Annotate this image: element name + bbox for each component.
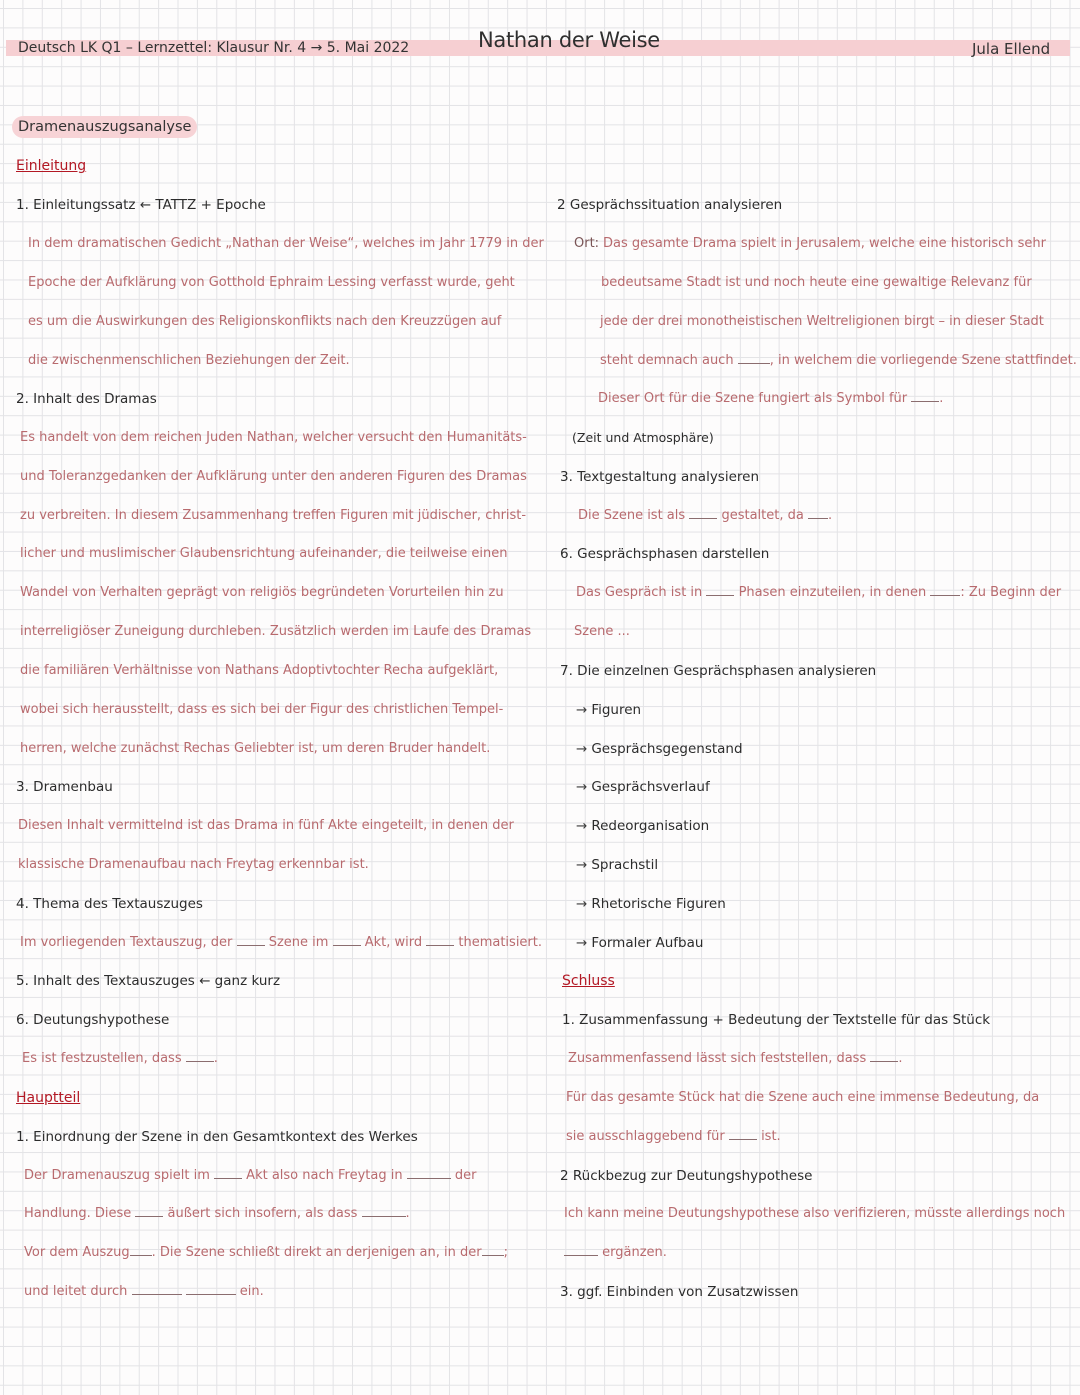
heading-gespraechsphasen: 6. Gesprächsphasen darstellen [560,546,770,562]
text-fragment: . [827,508,833,523]
heading-dramenbau: 3. Dramenbau [16,779,113,795]
text-fragment: Im vorliegenden Textauszug, der [20,935,233,950]
text-line: die familiären Verhältnisse von Nathans Adoptivtochter Recha aufgeklärt, [20,663,499,678]
text-fragment: ein. [239,1284,264,1299]
heading-zusatzwissen: 3. ggf. Einbinden von Zusatzwissen [560,1284,799,1300]
text-line: Diesen Inhalt vermittelnd ist das Drama in fünf Akte eingeteilt, in denen der [18,818,514,833]
text-line: die zwischenmenschlichen Beziehungen der Zeit. [28,353,350,368]
text-line: wobei sich herausstellt, dass es sich bei der Figur des christlichen Tempel- [20,702,504,717]
label-ort: Ort: [574,236,600,251]
list-item [576,741,743,757]
text-line-einordnung-2 [24,1206,410,1221]
heading-hauptteil: Hauptteil [16,1090,81,1106]
text-line-textgestaltung [578,508,832,523]
blank-line [911,391,939,402]
list-item-label: Gesprächsverlauf [591,779,710,795]
arrow-right-icon: → [576,741,588,757]
text-fragment: gestaltet, da [721,508,804,523]
blank-line [135,1206,163,1217]
heading-thema-textauszug: 4. Thema des Textauszuges [16,896,203,912]
text-line: licher und muslimischer Glaubensrichtung aufeinander, die teilweise einen [20,546,508,561]
list-item-label: Gesprächsgegenstand [591,741,743,757]
text-fragment: Akt, wird [364,935,423,950]
blank-line [808,508,828,519]
blank-line [333,935,361,946]
text-line-zusammenfassung [568,1051,903,1066]
text-line: Ich kann meine Deutungshypothese also verifizieren, müsste allerdings noch [564,1206,1066,1221]
blank-line [407,1168,451,1179]
text-fragment: Handlung. Diese [24,1206,132,1221]
text-line-deutung [22,1051,218,1066]
blank-line [186,1284,236,1295]
text-line: bedeutsame Stadt ist und noch heute eine gewaltige Relevanz für [601,275,1032,290]
list-item-label: Figuren [591,702,642,718]
text-fragment: Es ist festzustellen, dass [22,1051,182,1066]
note-zeit-atmosphaere: (Zeit und Atmosphäre) [572,430,714,445]
arrow-right-icon: → [576,857,588,873]
heading-einleitungssatz: 1. Einleitungssatz ← TATTZ + Epoche [16,197,266,213]
heading-textgestaltung: 3. Textgestaltung analysieren [560,469,760,485]
text-line: Das gesamte Drama spielt in Jerusalem, welche eine historisch sehr [603,236,1047,251]
heading-rueckbezug: 2 Rückbezug zur Deutungshypothese [560,1168,813,1184]
blank-line [729,1129,757,1140]
list-item [576,779,710,795]
text-line-thema [20,935,542,950]
blank-line [564,1245,598,1256]
text-line: zu verbreiten. In diesem Zusammenhang treffen Figuren mit jüdischer, christ- [20,508,527,523]
list-item [576,818,709,834]
text-line-ort-4 [600,353,1077,368]
text-line-ergaenzen [564,1245,667,1260]
text-fragment: sie ausschlaggebend für [566,1129,725,1144]
text-fragment: . [939,391,944,406]
text-fragment: ; [503,1245,508,1260]
text-line: interreligiöser Zuneigung durchleben. Zusätzlich werden im Laufe des Dramas [20,624,532,639]
arrow-right-icon: → [576,779,588,795]
heading-einzelne-phasen: 7. Die einzelnen Gesprächsphasen analysieren [560,663,877,679]
text-fragment: Dieser Ort für die Szene fungiert als Symbol für [598,391,908,406]
text-line: Epoche der Aufklärung von Gotthold Ephraim Lessing verfasst wurde, geht [28,275,515,290]
text-line: es um die Auswirkungen des Religionskonflikts nach den Kreuzzügen auf [28,314,502,329]
text-fragment: Zusammenfassend lässt sich feststellen, dass [568,1051,867,1066]
blank-line [426,935,454,946]
header-course-info: Deutsch LK Q1 – Lernzettel: Klausur Nr. 4 → 5. Mai 2022 [18,40,410,56]
text-line: Wandel von Verhalten geprägt von religiös begründeten Vorurteilen hin zu [20,585,504,600]
text-line-phasen-1 [576,585,1061,600]
list-item-label: Sprachstil [591,857,659,873]
text-line: herren, welche zunächst Rechas Geliebter ist, um deren Bruder handelt. [20,741,491,756]
text-fragment: äußert sich insofern, als dass [167,1206,358,1221]
text-line-einordnung-3 [24,1245,508,1260]
text-line: Für das gesamte Stück hat die Szene auch eine immense Bedeutung, da [566,1090,1040,1105]
list-item [576,935,703,951]
text-fragment: . [213,1051,218,1066]
arrow-right-icon: → [576,896,588,912]
section-title: Dramenauszugsanalyse [12,116,197,138]
blank-line [237,935,265,946]
list-item [576,702,641,718]
text-line-einordnung-1 [24,1168,476,1183]
blank-line [214,1168,242,1179]
blank-line [130,1245,152,1256]
blank-line [738,353,770,364]
heading-zusammenfassung: 1. Zusammenfassung + Bedeutung der Textstelle für das Stück [562,1012,991,1028]
heading-einleitung: Einleitung [16,158,87,174]
heading-gespraechssituation: 2 Gesprächssituation analysieren [557,197,783,213]
arrow-right-icon: → [576,702,588,718]
text-fragment: Akt also nach Freytag in [246,1168,403,1183]
text-fragment: steht demnach auch [600,353,734,368]
text-line-ort-5 [598,391,943,406]
blank-line [689,508,717,519]
text-fragment: Phasen einzuteilen, in denen [738,585,927,600]
text-line: jede der drei monotheistischen Weltreligionen birgt – in dieser Stadt [600,314,1044,329]
text-fragment: . [898,1051,903,1066]
list-item-label: Redeorganisation [591,818,710,834]
text-fragment: Szene im [268,935,329,950]
list-item [576,857,658,873]
text-fragment: thematisiert. [458,935,543,950]
text-line-bedeutung [566,1129,781,1144]
blank-line [362,1206,406,1217]
arrow-right-icon: → [576,818,588,834]
text-line: Szene ... [574,624,630,639]
list-item [576,896,726,912]
text-line: und Toleranzgedanken der Aufklärung unter den anderen Figuren des Dramas [20,469,527,484]
text-fragment: Die Szene ist als [578,508,686,523]
text-fragment: Der Dramenauszug spielt im [24,1168,210,1183]
heading-deutungshypothese: 6. Deutungshypothese [16,1012,170,1028]
text-fragment: ergänzen. [602,1245,667,1260]
page-title: Nathan der Weise [478,28,660,52]
arrow-right-icon: → [576,935,588,951]
text-line: In dem dramatischen Gedicht „Nathan der Weise“, welches im Jahr 1779 in der [28,236,544,251]
blank-line [482,1245,504,1256]
text-fragment: und leitet durch [24,1284,128,1299]
text-fragment: ist. [761,1129,781,1144]
text-fragment: Vor dem Auszug [24,1245,130,1260]
text-fragment: der [454,1168,477,1183]
text-fragment: Das Gespräch ist in [576,585,703,600]
text-fragment: . [405,1206,410,1221]
text-fragment: , in welchem die vorliegende Szene stattfindet. [769,353,1077,368]
text-fragment: . Die Szene schließt direkt an derjenigen an, in der [151,1245,482,1260]
blank-line [930,585,960,596]
text-line: Es handelt von dem reichen Juden Nathan, welcher versucht den Humanitäts- [20,430,527,445]
text-fragment: : Zu Beginn der [960,585,1062,600]
text-line: klassische Dramenaufbau nach Freytag erkennbar ist. [18,857,369,872]
heading-inhalt-dramas: 2. Inhalt des Dramas [16,391,157,407]
list-item-label: Rhetorische Figuren [591,896,726,912]
text-line-einordnung-4 [24,1284,264,1299]
list-item-label: Formaler Aufbau [591,935,704,951]
blank-line [706,585,734,596]
blank-line [186,1051,214,1062]
blank-line [132,1284,182,1295]
heading-inhalt-textauszug: 5. Inhalt des Textauszuges ← ganz kurz [16,973,281,989]
heading-einordnung: 1. Einordnung der Szene in den Gesamtkontext des Werkes [16,1129,418,1145]
heading-schluss: Schluss [562,973,615,989]
author-name: Jula Ellend [972,40,1051,58]
blank-line [870,1051,898,1062]
